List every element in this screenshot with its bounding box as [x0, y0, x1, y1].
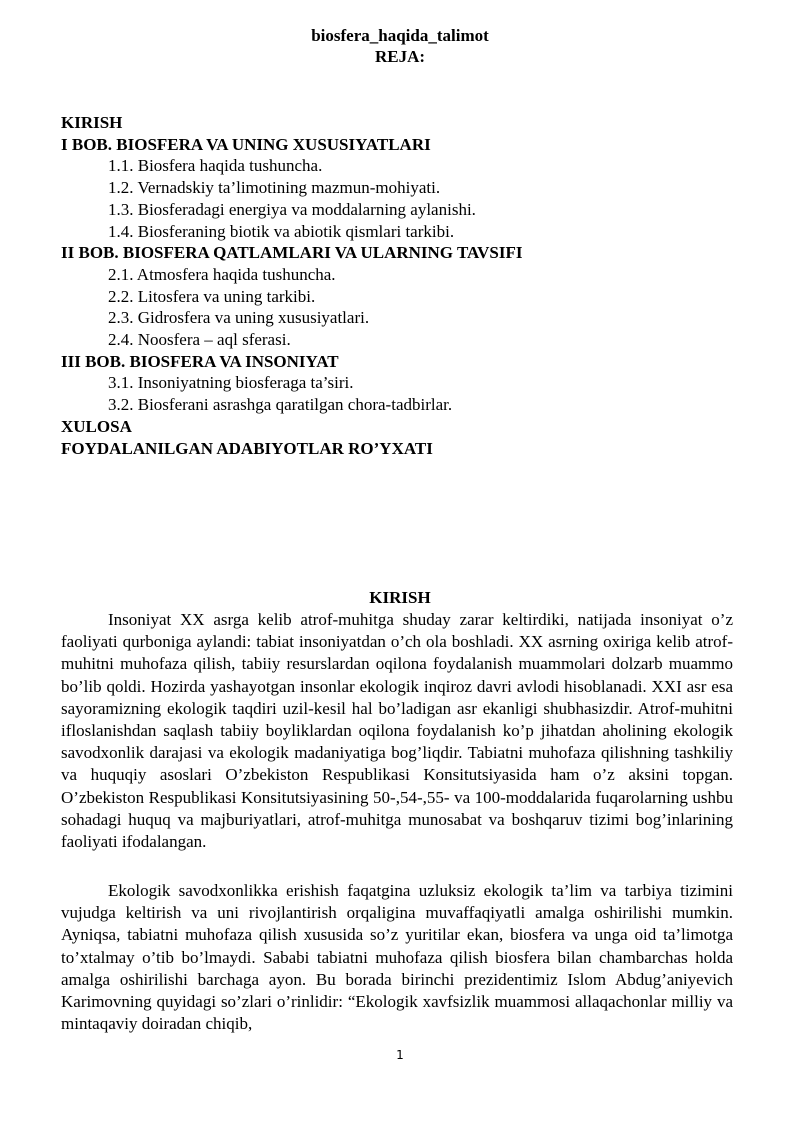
page-number: 1 — [396, 1048, 404, 1062]
toc-item: 1.1. Biosfera haqida tushuncha. — [108, 156, 323, 176]
toc-heading-references: FOYDALANILGAN ADABIYOTLAR RO’YXATI — [61, 438, 433, 458]
body-paragraph: Ekologik savodxonlikka erishish faqatgina uzluksiz ekologik ta’lim va tarbiya tizimini vujudga keltirish va uni rivojlantirish orqaligina muvaffaqiyatli amalga oshirilishi mumkin. Ayniqsa, tabiatni muhofaza qilish xususida so’z yuritilar ekan, biosfera va unga oid ta’limotga to’xtalmay o’tib bo’lmaydi. Sababi tabiatni muhofaza qilish biosfera bilan chambarchas holda amalga oshirilishi barchaga ayon. Bu borada birinchi prezidentimiz Islom Abdug’aniyevich Karimovning quyidagi so’zlari o’rinlidir: “Ekologik xavfsizlik muammosi allaqachonlar milliy va mintaqaviy doiradan chiqib, — [61, 881, 733, 1034]
toc-item: 2.3. Gidrosfera va uning xususiyatlari. — [108, 308, 370, 328]
toc-item: 1.2. Vernadskiy ta’limotining mazmun-mohiyati. — [108, 178, 441, 198]
intro-heading: KIRISH — [369, 588, 431, 607]
toc-heading-chapter-3: III BOB. BIOSFERA VA INSONIYAT — [61, 351, 339, 371]
toc-item: 1.4. Biosferaning biotik va abiotik qismlari tarkibi. — [108, 221, 455, 241]
toc-item: 1.3. Biosferadagi energiya va moddalarning aylanishi. — [108, 199, 476, 219]
toc-item: 2.2. Litosfera va uning tarkibi. — [108, 286, 316, 306]
plan-title: REJA: — [374, 47, 426, 66]
toc-item: 3.2. Biosferani asrashga qaratilgan chora-tadbirlar. — [108, 395, 453, 415]
toc-heading-chapter-2: II BOB. BIOSFERA QATLAMLARI VA ULARNING TAVSIFI — [61, 243, 523, 263]
toc-item: 2.1. Atmosfera haqida tushuncha. — [108, 264, 336, 284]
document-title: biosfera_haqida_talimot — [311, 26, 489, 45]
toc-item: 3.1. Insoniyatning biosferaga ta’siri. — [108, 373, 354, 393]
table-of-contents — [61, 112, 741, 459]
toc-heading-xulosa: XULOSA — [61, 416, 132, 436]
toc-heading-chapter-1: I BOB. BIOSFERA VA UNING XUSUSIYATLARI — [61, 134, 431, 154]
toc-heading-kirish: KIRISH — [61, 113, 123, 132]
body-paragraph: Insoniyat XX asrga kelib atrof-muhitga shuday zarar keltirdiki, natijada insoniyat o’z faoliyati qurboniga aylandi: tabiat insoniyatdan o’ch ola boshladi. XX asrning oxiriga kelib atrof-muhitni muhofaza qilish, tabiiy resurslardan oqilona foydalanish muammolari dolzarb muammo bo’lib qoldi. Hozirda yashayotgan insonlar ekologik inqiroz davri avlodi hisoblanadi. XXI asr esa sayoramizning ekologik taqdiri uzil-kesil hal bo’ladigan asr ekanligi shubhasizdir. Atrof-muhitni ifloslanishdan saqlash tabiiy boyliklardan oqilona foydalanish ko’p jihatdan aholining ekologik savodxonlik darajasi va ekologik madaniyatiga bog’liqdir. Tabiatni muhofaza qilishning tashkiliy va huquqiy asoslari O’zbekiston Respublikasi Konsitutsiyasida ham o’z aksini topgan. O’zbekiston Respublikasi Konsitutsiyasining 50-,54-,55- va 100-moddalarida fuqarolarning ushbu sohadagi huquq va majburiyatlari, atrof-muhitga munosabat va boshqaruv tizimi bog’inlarining faoliyati ifodalangan. — [61, 610, 733, 852]
toc-item: 2.4. Noosfera – aql sferasi. — [108, 330, 291, 350]
